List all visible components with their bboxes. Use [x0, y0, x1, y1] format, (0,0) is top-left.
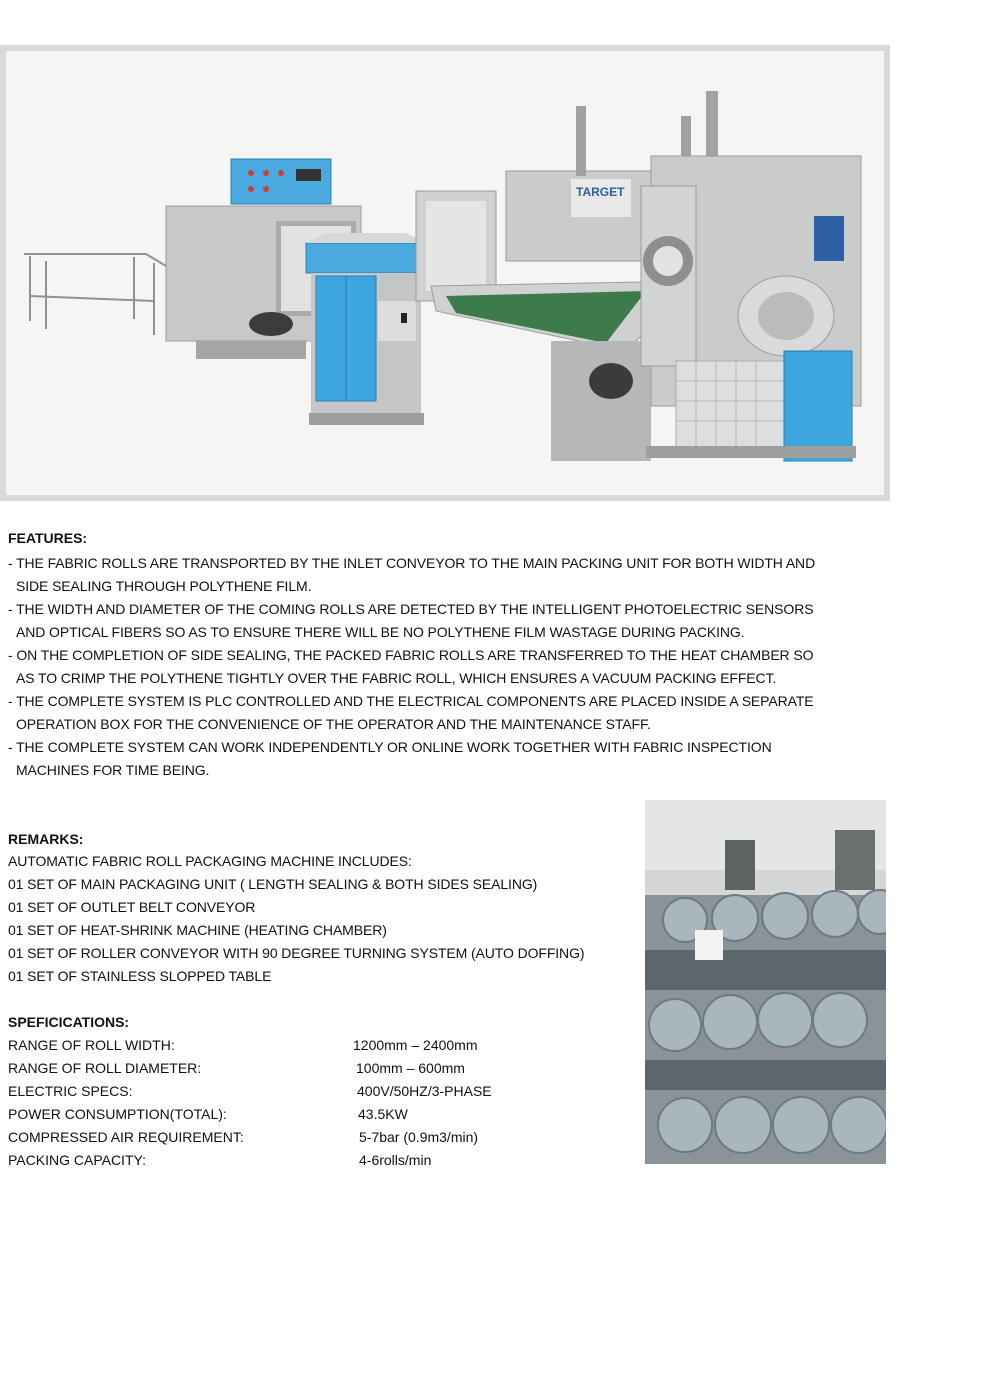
spec-row	[8, 1037, 628, 1057]
machine-photo	[6, 51, 884, 495]
features-line-2: SIDE SEALING THROUGH POLYTHENE FILM.	[16, 578, 312, 594]
spec-value: 4-6rolls/min	[359, 1152, 432, 1168]
spec-row	[8, 1060, 628, 1080]
features-line-4: AND OPTICAL FIBERS SO AS TO ENSURE THERE WILL BE NO POLYTHENE FILM WASTAGE DURING PACKING.	[16, 624, 745, 640]
features-line-9: - THE COMPLETE SYSTEM CAN WORK INDEPENDENTLY OR ONLINE WORK TOGETHER WITH FABRIC INSPECTION	[8, 739, 772, 755]
remarks-line-3: 01 SET OF OUTLET BELT CONVEYOR	[8, 899, 256, 915]
features-line-10: MACHINES FOR TIME BEING.	[16, 762, 210, 778]
features-line-5: - ON THE COMPLETION OF SIDE SEALING, THE PACKED FABRIC ROLLS ARE TRANSFERRED TO THE HEAT CHAMBER SO	[8, 647, 814, 663]
spec-label: RANGE OF ROLL DIAMETER:	[8, 1060, 202, 1076]
remarks-line-6: 01 SET OF STAINLESS SLOPPED TABLE	[8, 968, 272, 984]
remarks-line-4: 01 SET OF HEAT-SHRINK MACHINE (HEATING CHAMBER)	[8, 922, 387, 938]
remarks-line-2: 01 SET OF MAIN PACKAGING UNIT ( LENGTH SEALING & BOTH SIDES SEALING)	[8, 876, 538, 892]
spec-row	[8, 1129, 628, 1149]
spec-label: COMPRESSED AIR REQUIREMENT:	[8, 1129, 244, 1145]
remarks-line-1: AUTOMATIC FABRIC ROLL PACKAGING MACHINE INCLUDES:	[8, 853, 412, 869]
spec-value: 5-7bar (0.9m3/min)	[359, 1129, 479, 1145]
remarks-line-5: 01 SET OF ROLLER CONVEYOR WITH 90 DEGREE TURNING SYSTEM (AUTO DOFFING)	[8, 945, 585, 961]
packed-rolls-photo	[645, 800, 886, 1164]
machine-photo-frame	[0, 45, 890, 501]
features-line-1: - THE FABRIC ROLLS ARE TRANSPORTED BY THE INLET CONVEYOR TO THE MAIN PACKING UNIT FOR BOTH WIDTH AND	[8, 555, 816, 571]
remarks-title: REMARKS:	[8, 831, 84, 847]
packed-rolls-illustration	[645, 800, 886, 1164]
packaging-machine-illustration	[6, 51, 884, 495]
features-line-8: OPERATION BOX FOR THE CONVENIENCE OF THE OPERATOR AND THE MAINTENANCE STAFF.	[16, 716, 651, 732]
spec-value: 43.5KW	[358, 1106, 408, 1122]
spec-label: POWER CONSUMPTION(TOTAL):	[8, 1106, 227, 1122]
spec-value: 100mm – 600mm	[356, 1060, 465, 1076]
spec-value: 1200mm – 2400mm	[353, 1037, 478, 1053]
features-line-7: - THE COMPLETE SYSTEM IS PLC CONTROLLED AND THE ELECTRICAL COMPONENTS ARE PLACED INSIDE A SEPARATE	[8, 693, 814, 709]
spec-row	[8, 1152, 628, 1172]
spec-label: PACKING CAPACITY:	[8, 1152, 146, 1168]
spec-value: 400V/50HZ/3-PHASE	[357, 1083, 492, 1099]
features-line-6: AS TO CRIMP THE POLYTHENE TIGHTLY OVER THE FABRIC ROLL, WHICH ENSURES A VACUUM PACKING EFFECT.	[16, 670, 777, 686]
specifications-title: SPEFICICATIONS:	[8, 1014, 130, 1030]
spec-row	[8, 1106, 628, 1126]
spec-label: RANGE OF ROLL WIDTH:	[8, 1037, 175, 1053]
brand-label: TARGET	[576, 185, 625, 199]
features-line-3: - THE WIDTH AND DIAMETER OF THE COMING ROLLS ARE DETECTED BY THE INTELLIGENT PHOTOELECTRIC SENSORS	[8, 601, 814, 617]
features-title: FEATURES:	[8, 530, 88, 546]
spec-label: ELECTRIC SPECS:	[8, 1083, 133, 1099]
spec-row	[8, 1083, 628, 1103]
